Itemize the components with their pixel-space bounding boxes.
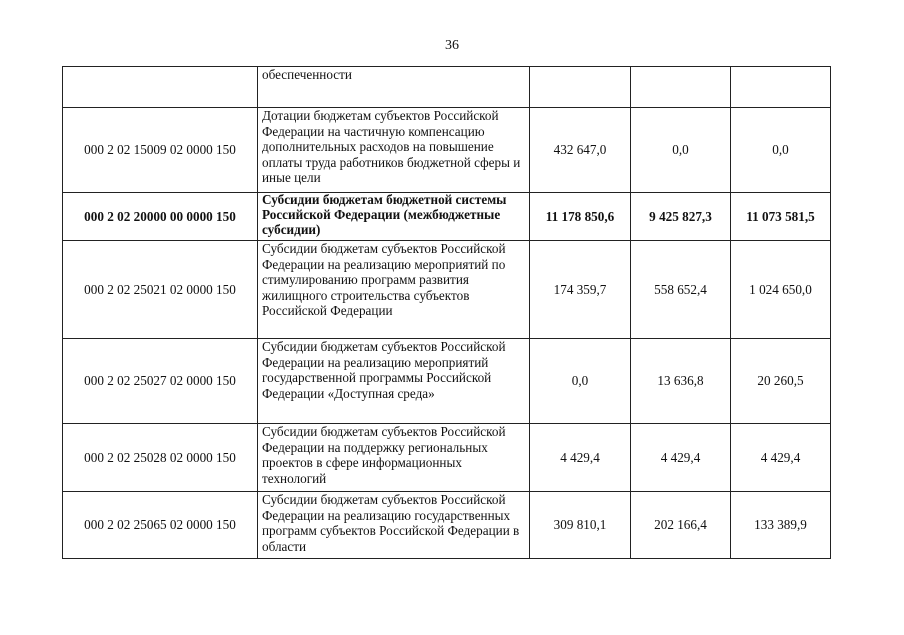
amount-cell-1 [530,67,631,108]
item-name-cell: Субсидии бюджетам субъектов Российской Федерации на реализацию государственных программ субъектов Российской Федерации в области [258,492,530,559]
amount-cell-1: 309 810,1 [530,492,631,559]
amount-cell-2: 4 429,4 [631,424,731,492]
item-name-cell: Субсидии бюджетам субъектов Российской Федерации на реализацию мероприятий государственной программы Российской Федерации «Доступная среда» [258,339,530,424]
table-row [63,424,831,492]
amount-cell-3 [731,67,831,108]
amount-cell-1: 0,0 [530,339,631,424]
item-name-cell: Дотации бюджетам субъектов Российской Федерации на частичную компенсацию дополнительных расходов на повышение оплаты труда работников бюджетной сферы и иные цели [258,108,530,193]
amount-cell-1: 432 647,0 [530,108,631,193]
amount-cell-3: 20 260,5 [731,339,831,424]
budget-code-cell [63,67,258,108]
amount-cell-2: 0,0 [631,108,731,193]
item-name-cell: обеспеченности [258,67,530,108]
table-row [63,339,831,424]
amount-cell-3: 11 073 581,5 [731,193,831,241]
item-name-cell: Субсидии бюджетам бюджетной системы Российской Федерации (межбюджетные субсидии) [258,193,530,241]
table-row [63,492,831,559]
amount-cell-3: 0,0 [731,108,831,193]
budget-revenue-table [62,66,831,559]
budget-code-cell: 000 2 02 25027 02 0000 150 [63,339,258,424]
amount-cell-3: 133 389,9 [731,492,831,559]
item-name-cell: Субсидии бюджетам субъектов Российской Федерации на реализацию мероприятий по стимулированию программ развития жилищного строительства субъектов Российской Федерации [258,241,530,339]
amount-cell-2 [631,67,731,108]
budget-code-cell: 000 2 02 25021 02 0000 150 [63,241,258,339]
amount-cell-2: 9 425 827,3 [631,193,731,241]
page-number: 36 [445,38,459,53]
amount-cell-2: 558 652,4 [631,241,731,339]
item-name-cell: Субсидии бюджетам субъектов Российской Федерации на поддержку региональных проектов в сфере информационных технологий [258,424,530,492]
budget-code-cell: 000 2 02 15009 02 0000 150 [63,108,258,193]
amount-cell-1: 11 178 850,6 [530,193,631,241]
budget-code-cell: 000 2 02 20000 00 0000 150 [63,193,258,241]
table-row-total [63,193,831,241]
amount-cell-3: 4 429,4 [731,424,831,492]
amount-cell-2: 13 636,8 [631,339,731,424]
amount-cell-1: 4 429,4 [530,424,631,492]
table-row [63,241,831,339]
budget-code-cell: 000 2 02 25065 02 0000 150 [63,492,258,559]
amount-cell-1: 174 359,7 [530,241,631,339]
budget-code-cell: 000 2 02 25028 02 0000 150 [63,424,258,492]
amount-cell-2: 202 166,4 [631,492,731,559]
table-row [63,108,831,193]
table-row [63,67,831,108]
amount-cell-3: 1 024 650,0 [731,241,831,339]
